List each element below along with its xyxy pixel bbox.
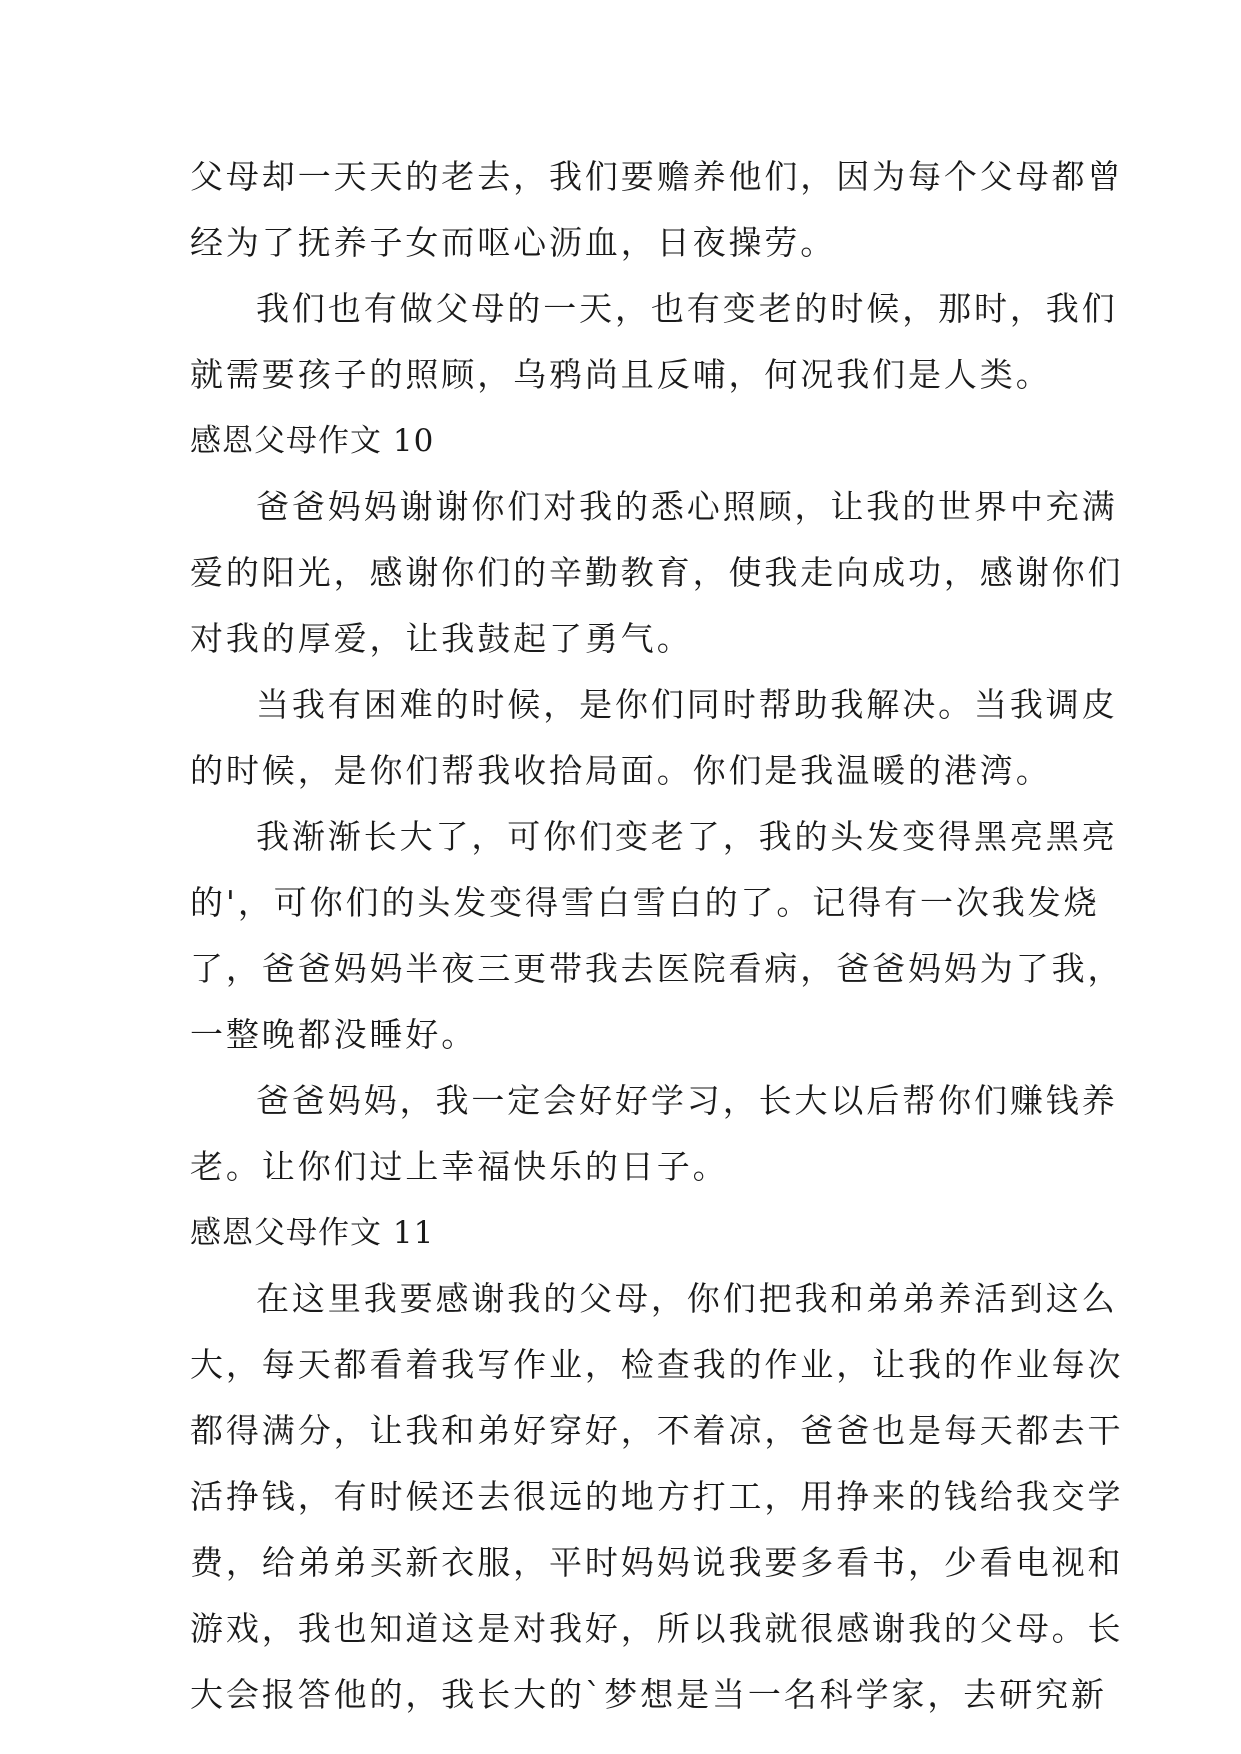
text-line: 爱的阳光，感谢你们的辛勤教育，使我走向成功，感谢你们 bbox=[190, 553, 1124, 592]
text-line: 大，每天都看着我写作业，检查我的作业，让我的作业每次 bbox=[190, 1345, 1124, 1384]
paragraph-start-line: 我渐渐长大了，可你们变老了，我的头发变得黑亮黑亮 bbox=[256, 817, 1118, 856]
text-line: 费，给弟弟买新衣服，平时妈妈说我要多看书，少看电视和 bbox=[190, 1543, 1124, 1582]
section-heading: 感恩父母作文 11 bbox=[190, 1215, 435, 1251]
text-line: 游戏，我也知道这是对我好，所以我就很感谢我的父母。长 bbox=[190, 1609, 1124, 1648]
text-line: 都得满分，让我和弟好穿好，不着凉，爸爸也是每天都去干 bbox=[190, 1411, 1124, 1450]
text-line: 对我的厚爱，让我鼓起了勇气。 bbox=[190, 619, 693, 658]
text-line: 老。让你们过上幸福快乐的日子。 bbox=[190, 1147, 729, 1186]
text-line: 的'，可你们的头发变得雪白雪白的了。记得有一次我发烧 bbox=[190, 883, 1100, 922]
paragraph-start-line: 当我有困难的时候，是你们同时帮助我解决。当我调皮 bbox=[256, 685, 1118, 724]
text-line: 经为了抚养子女而呕心沥血，日夜操劳。 bbox=[190, 223, 837, 262]
paragraph-start-line: 爸爸妈妈，我一定会好好学习，长大以后帮你们赚钱养 bbox=[256, 1081, 1118, 1120]
text-line: 父母却一天天的老去，我们要赡养他们，因为每个父母都曾 bbox=[190, 157, 1124, 196]
text-line: 了，爸爸妈妈半夜三更带我去医院看病，爸爸妈妈为了我， bbox=[190, 949, 1124, 988]
text-line: 大会报答他的，我长大的`梦想是当一名科学家，去研究新 bbox=[190, 1675, 1107, 1714]
text-line: 就需要孩子的照顾，乌鸦尚且反哺，何况我们是人类。 bbox=[190, 355, 1052, 394]
text-line: 活挣钱，有时候还去很远的地方打工，用挣来的钱给我交学 bbox=[190, 1477, 1124, 1516]
section-heading: 感恩父母作文 10 bbox=[190, 423, 435, 459]
text-line: 的时候，是你们帮我收拾局面。你们是我温暖的港湾。 bbox=[190, 751, 1052, 790]
paragraph-start-line: 爸爸妈妈谢谢你们对我的悉心照顾，让我的世界中充满 bbox=[256, 487, 1118, 526]
document-page bbox=[190, 144, 1124, 1728]
paragraph-start-line: 在这里我要感谢我的父母，你们把我和弟弟养活到这么 bbox=[256, 1279, 1118, 1318]
paragraph-start-line: 我们也有做父母的一天，也有变老的时候，那时，我们 bbox=[256, 289, 1118, 328]
text-line: 一整晚都没睡好。 bbox=[190, 1015, 478, 1054]
